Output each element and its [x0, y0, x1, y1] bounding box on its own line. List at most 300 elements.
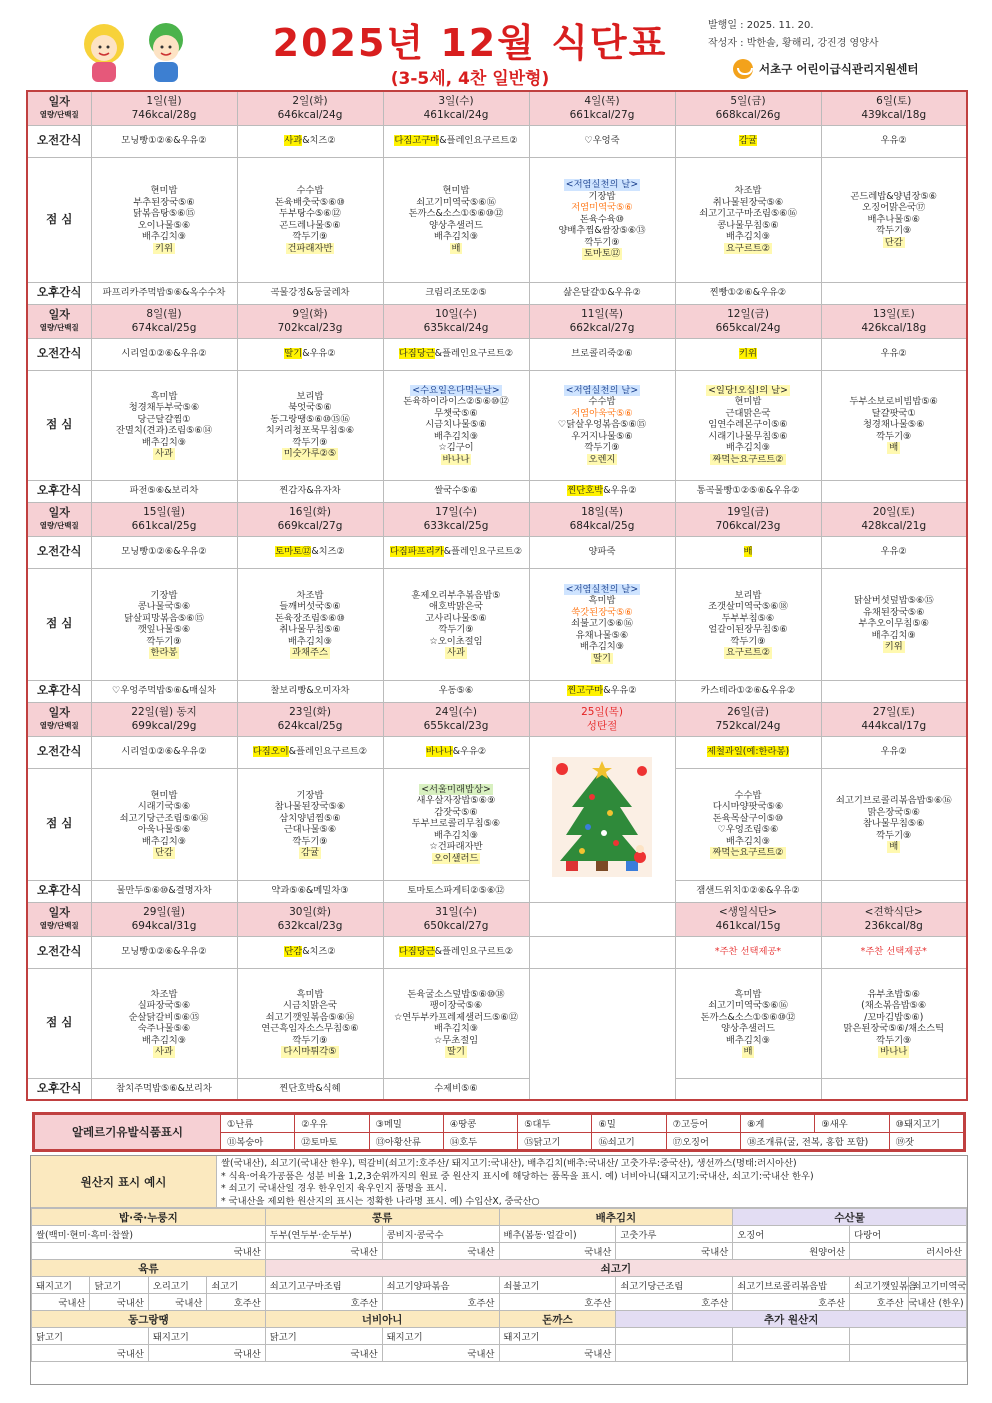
date-label-text: 일자	[48, 906, 70, 919]
lunch-item: 양상추샐러드	[429, 219, 483, 231]
lunch-item: 차조밥	[150, 988, 178, 1000]
lunch-cell	[675, 768, 821, 880]
pm-snack-text: 크림리조또②⑤	[425, 287, 487, 299]
lunch-cell	[529, 157, 675, 282]
page-subtitle: (3-5세, 4찬 일반형)	[390, 69, 550, 89]
day-kcal: 684kcal/25g	[569, 520, 635, 532]
lunch-item: 팽이장국⑤⑥	[429, 1000, 483, 1011]
lunch-item: 청경채나물⑤⑥	[862, 419, 925, 431]
am-snack-text: &우유②	[302, 348, 336, 360]
lunch-tag: <서울미래밥상>	[421, 783, 491, 795]
lunch-item: 닭살버섯덮밥⑤⑥⑮	[853, 595, 934, 607]
lunch-fruit: 미숫가루②⑤	[283, 448, 337, 459]
origin-value: 호주산	[207, 1294, 265, 1311]
lunch-item: 들깨버섯국⑤⑥	[279, 601, 341, 612]
day-header	[675, 502, 821, 536]
issue-date: 발행일 : 2025. 11. 20.	[708, 20, 814, 31]
lunch-item: 기장밥	[296, 789, 324, 801]
lunch-cell	[383, 968, 529, 1078]
lunch-item: 참나물무침⑤⑥	[862, 818, 925, 830]
menu-table	[26, 90, 968, 1101]
am-snack-label: 오전간식	[27, 736, 91, 768]
day-header	[91, 702, 237, 736]
am-snack-cell	[821, 536, 967, 568]
origin-item: 쌀(백미·현미·흑미·찹쌀)	[32, 1226, 266, 1243]
page-title: 2025년 12월 식단표	[272, 21, 668, 65]
page-header	[0, 0, 992, 90]
day-header	[91, 902, 237, 936]
lunch-item: 유채된장국⑤⑥	[862, 606, 925, 618]
lunch-item: 배추김치⑨	[433, 430, 479, 442]
lunch-item: 흑미밥	[296, 988, 324, 1000]
lunch-item: 쇠고기당근조림⑤⑥⑯	[119, 812, 209, 824]
lunch-item: 배추김치⑨	[579, 641, 625, 653]
lunch-item: 돈육하이라이스②⑤⑥⑩⑫	[403, 396, 509, 408]
lunch-item: 배추나물⑤⑥	[867, 213, 921, 225]
am-snack-cell	[821, 736, 967, 768]
lunch-fruit: 배	[451, 242, 461, 254]
am-snack-text: &우유②	[452, 746, 487, 758]
date-row	[27, 91, 967, 125]
origin-text	[217, 1156, 967, 1207]
lunch-item: 돈까스&소스①⑤⑥⑩⑫	[700, 1011, 796, 1023]
day-kcal: 236kcal/8g	[864, 920, 923, 932]
am-snack-text: &치즈②	[302, 135, 336, 147]
allergy-item: ⑧게	[741, 1115, 815, 1133]
pm-snack-cell	[237, 282, 383, 304]
origin-item: 쇠고기브로콜리볶음밥	[733, 1277, 850, 1294]
lunch-item: 참나물된장국⑤⑥	[274, 801, 346, 812]
lunch-item: 쑥갓된장국⑤⑥	[571, 606, 633, 618]
am-snack-cell	[91, 338, 237, 370]
day-header	[821, 702, 967, 736]
pm-snack-cell	[821, 680, 967, 702]
am-snack-text: 양파죽	[588, 546, 616, 558]
lunch-cell	[237, 157, 383, 282]
day-date: 16일(화)	[289, 506, 331, 518]
lunch-item: 배추김치⑨	[141, 436, 187, 448]
lunch-item: ♡우엉조림⑤⑥	[717, 824, 779, 835]
lunch-item: 두부탕수⑤⑥⑫	[279, 208, 341, 219]
lunch-cell	[237, 568, 383, 680]
allergy-item: ⑥밀	[592, 1115, 666, 1133]
lunch-cell	[383, 370, 529, 480]
lunch-item: 쇠고기브로콜리볶음밥⑤⑥⑯	[835, 795, 952, 807]
day-date: 12일(금)	[727, 308, 769, 320]
origin-value: 호주산	[616, 1294, 733, 1311]
lunch-item: 현미밥	[150, 789, 178, 801]
lunch-item: 깍두기⑨	[730, 635, 766, 647]
lunch-item: 새우살자장밥⑤⑥⑨	[416, 795, 496, 807]
day-kcal: 439kcal/18g	[861, 109, 927, 122]
lunch-fruit: 감귤	[301, 847, 319, 858]
lunch-fruit: 배	[743, 1046, 753, 1057]
lunch-item: 깍두기⑨	[146, 635, 182, 647]
lunch-item: 우거지나물⑤⑥	[571, 430, 633, 442]
lunch-item: 배추김치⑨	[141, 1034, 187, 1046]
allergy-item: ⑮닭고기	[518, 1132, 592, 1150]
am-snack-label: 오전간식	[27, 125, 91, 157]
date-label	[27, 702, 91, 736]
day-kcal: 428kcal/21g	[861, 520, 927, 532]
am-snack-highlight: 감귤	[739, 135, 757, 147]
pm-snack-text: 파프리카주먹밥⑤⑥&옥수수차	[102, 287, 226, 299]
pm-snack-cell	[383, 880, 529, 902]
origin-empty	[850, 1328, 967, 1345]
day-header	[529, 502, 675, 536]
day-header	[91, 304, 237, 338]
origin-group-head: 동그랑땡	[32, 1311, 266, 1328]
day-header	[383, 702, 529, 736]
origin-group-head: 콩류	[265, 1209, 499, 1226]
lunch-fruit: 단감	[155, 847, 173, 858]
origin-value: 러시아산	[850, 1243, 967, 1260]
allergy-label: 알레르기유발식품표시	[35, 1115, 221, 1150]
lunch-item: 콩나물무침⑤⑥	[717, 219, 779, 231]
am-snack-label: 오전간식	[27, 338, 91, 370]
lunch-item: 당근달걀찜①	[137, 413, 191, 425]
am-snack-text: &플레인요구르트②	[288, 746, 368, 758]
day-header	[383, 902, 529, 936]
day-date: 8일(월)	[146, 308, 182, 320]
day-kcal: 633kcal/25g	[423, 520, 489, 532]
origin-item: 쇠고기고구마조림	[265, 1277, 382, 1294]
pm-snack-label: 오후간식	[27, 480, 91, 502]
am-snack-highlight: 다짐당근	[398, 348, 435, 360]
lunch-fruit: 사과	[155, 1046, 173, 1057]
pm-snack-cell	[237, 480, 383, 502]
am-snack-cell	[675, 736, 821, 768]
lunch-item: 두부소보로비빔밥⑤⑥	[849, 396, 938, 408]
day-kcal: 665kcal/24g	[715, 322, 781, 334]
energy-label-text: 열량/단백질	[39, 521, 79, 530]
origin-item: 쇠불고기	[499, 1277, 616, 1294]
lunch-item: 조갯살미역국⑤⑥⑱	[708, 601, 788, 612]
origin-row	[32, 1226, 967, 1243]
day-header	[675, 902, 821, 936]
lunch-item: 닭살피망볶음⑤⑥⑮	[124, 612, 204, 624]
pm-snack-row	[27, 480, 967, 502]
lunch-item: 배추김치⑨	[725, 835, 771, 847]
lunch-item: 근대맑은국	[725, 407, 771, 419]
lunch-item: 현미밥	[150, 185, 178, 196]
am-snack-cell	[383, 736, 529, 768]
day-header	[383, 502, 529, 536]
am-snack-cell	[529, 125, 675, 157]
lunch-item: 부추오이무침⑤⑥	[858, 618, 930, 630]
allergy-item: ⑭호두	[443, 1132, 517, 1150]
allergy-item: ⑱조개류(굴, 전복, 홍합 포함)	[741, 1132, 890, 1150]
origin-value: 국내산	[382, 1345, 499, 1362]
lunch-item: 깍두기⑨	[876, 430, 912, 442]
day-header	[91, 502, 237, 536]
lunch-item: 흑미밥	[734, 988, 762, 1000]
lunch-item: 쇠고기깻잎볶음⑤⑥⑯	[265, 1011, 355, 1023]
am-snack-cell	[91, 125, 237, 157]
day-kcal: 694kcal/31g	[131, 920, 197, 932]
pm-snack-label: 오후간식	[27, 1078, 91, 1100]
pm-snack-cell	[383, 480, 529, 502]
lunch-item: 배추김치⑨	[433, 829, 479, 841]
day-kcal: 646kcal/24g	[277, 109, 343, 122]
lunch-item: ☆무초절임	[433, 1034, 479, 1046]
pm-snack-text: 수제비⑤⑥	[434, 1083, 478, 1094]
lunch-item: 동그랑땡⑤⑥⑩⑮⑯	[270, 413, 350, 425]
lunch-cell	[675, 568, 821, 680]
lunch-item: 쇠불고기⑤⑥⑯	[571, 618, 633, 630]
am-snack-text: &치즈②	[311, 546, 345, 558]
day-date: 22일(월) 동지	[131, 706, 197, 718]
allergy-item: ⑯쇠고기	[592, 1132, 666, 1150]
lunch-cell	[821, 568, 967, 680]
lunch-cell	[383, 768, 529, 880]
lunch-item: 잔멸치(견과)조림⑤⑥⑭	[115, 425, 213, 436]
day-date: 10일(수)	[435, 308, 477, 320]
origin-section	[30, 1155, 968, 1385]
allergy-item: ⑬아황산류	[369, 1132, 443, 1150]
pm-snack-cell	[675, 880, 821, 902]
lunch-item: 삼치양념찜⑤⑥	[279, 812, 341, 824]
origin-value: 호주산	[733, 1294, 850, 1311]
lunch-cell	[383, 568, 529, 680]
lunch-tag: <저염실천의 날>	[565, 179, 639, 191]
am-snack-text: 시리얼①②⑥&우유②	[121, 746, 207, 758]
lunch-item: ☆김구이	[438, 442, 474, 454]
lunch-fruit: 단감	[884, 236, 903, 248]
lunch-item: 보리밥	[296, 390, 324, 402]
lunch-cell	[821, 370, 967, 480]
lunch-cell	[91, 968, 237, 1078]
lunch-item: 깍두기⑨	[292, 436, 328, 448]
lunch-item: 근대나물⑤⑥	[283, 824, 337, 835]
pm-snack-text: 곡물강정&둥굴레차	[270, 287, 350, 299]
lunch-fruit: 과채주스	[292, 647, 328, 658]
lunch-cell	[821, 968, 967, 1078]
origin-group-head: 돈까스	[499, 1311, 616, 1328]
am-snack-text: 모닝빵①②⑥&우유②	[121, 546, 207, 558]
origin-value: 호주산	[265, 1294, 382, 1311]
lunch-item: 흑미밥	[150, 390, 178, 402]
day-header	[529, 702, 675, 736]
lunch-fruit: 사과	[447, 647, 465, 658]
origin-row	[32, 1243, 967, 1260]
lunch-fruit: 요구르트②	[725, 647, 771, 658]
am-snack-text: 우유②	[880, 348, 907, 360]
lunch-item: 수수밥	[296, 185, 324, 196]
pm-snack-label: 오후간식	[27, 680, 91, 702]
day-header	[237, 304, 383, 338]
origin-row	[32, 1345, 967, 1362]
origin-empty	[733, 1345, 850, 1362]
day-kcal: 655kcal/23g	[423, 720, 489, 732]
day-header	[529, 91, 675, 125]
pm-snack-cell	[383, 680, 529, 702]
day-kcal: 444kcal/17g	[861, 720, 927, 732]
allergy-item: ④땅콩	[443, 1115, 517, 1133]
am-snack-highlight: 다짐당근	[398, 946, 435, 958]
day-header	[675, 91, 821, 125]
am-snack-highlight: 단감	[284, 946, 303, 958]
day-kcal: 746kcal/28g	[131, 109, 197, 122]
pm-snack-cell	[91, 680, 237, 702]
allergy-item: ⑤대두	[518, 1115, 592, 1133]
lunch-item: 돈까스&소스①⑤⑥⑩⑫	[408, 208, 504, 219]
authors: 작성자 : 박한솔, 황해리, 강진경 영양사	[708, 38, 879, 49]
lunch-fruit: 사과	[155, 448, 173, 459]
am-snack-cell	[529, 338, 675, 370]
pm-snack-text: 파전⑤⑥&보리차	[129, 485, 199, 497]
date-label-text: 일자	[48, 308, 70, 321]
origin-value: 국내산	[32, 1294, 90, 1311]
lunch-item: 북엇국⑤⑥	[288, 402, 332, 413]
am-snack-cell	[237, 536, 383, 568]
origin-value: 국내산	[32, 1345, 149, 1362]
origin-item: 돼지고기	[382, 1328, 499, 1345]
lunch-cell	[529, 370, 675, 480]
day-kcal: 661kcal/25g	[131, 520, 197, 532]
am-snack-text: 시리얼①②⑥&우유②	[121, 348, 207, 360]
origin-group-head: 육류	[32, 1260, 266, 1277]
am-snack-label: 오전간식	[27, 936, 91, 968]
holiday-name: 성탄절	[586, 720, 618, 732]
pm-snack-row	[27, 880, 967, 902]
lunch-cell	[821, 768, 967, 880]
day-date: 19일(금)	[727, 506, 769, 518]
lunch-tag: <저염실천의 날>	[565, 384, 639, 396]
day-date: 2일(화)	[292, 95, 328, 108]
lunch-item: 쇠고기미역국⑤⑥⑯	[416, 196, 496, 208]
origin-example	[31, 1156, 967, 1208]
allergy-item: ⑲잣	[889, 1132, 963, 1150]
am-snack-cell	[91, 536, 237, 568]
am-snack-highlight: 키위	[739, 348, 757, 360]
date-row	[27, 304, 967, 338]
lunch-item: 깍두기⑨	[438, 624, 474, 635]
pm-snack-text: 카스테라①②⑥&우유②	[700, 685, 796, 697]
am-snack-row	[27, 936, 967, 968]
lunch-item: 흑미밥	[588, 595, 616, 607]
day-date: 17일(수)	[435, 506, 477, 518]
pm-snack-cell	[821, 282, 967, 304]
origin-item: 두부(연두부·순두부)	[265, 1226, 382, 1243]
am-snack-cell	[675, 536, 821, 568]
pm-snack-cell	[675, 680, 821, 702]
day-header	[237, 902, 383, 936]
day-header	[675, 304, 821, 338]
am-snack-row	[27, 338, 967, 370]
day-kcal: 674kcal/25g	[131, 322, 197, 334]
allergy-item: ①난류	[221, 1115, 295, 1133]
lunch-tag: <일당!오십!의 날>	[708, 384, 788, 396]
lunch-item: 곤드레밥&양념장⑤⑥	[850, 190, 938, 202]
lunch-cell	[237, 768, 383, 880]
energy-label-text: 열량/단백질	[39, 721, 79, 730]
day-header	[529, 902, 675, 936]
origin-item: 오징어	[733, 1226, 850, 1243]
day-date: 15일(월)	[143, 506, 185, 518]
origin-item: 고춧가루	[616, 1226, 733, 1243]
origin-value: 국내산	[148, 1294, 206, 1311]
origin-value: 국내산	[499, 1243, 616, 1260]
lunch-item: 유채나물⑤⑥	[575, 629, 629, 641]
origin-empty	[616, 1328, 733, 1345]
origin-value: 국내산	[32, 1243, 266, 1260]
pm-snack-cell	[91, 282, 237, 304]
allergy-item: ⑰오징어	[666, 1132, 740, 1150]
am-snack-text: *주찬 선택제공*	[714, 946, 782, 958]
lunch-item: 아욱나물⑤⑥	[137, 824, 191, 835]
lunch-item: 배추김치⑨	[871, 629, 916, 641]
am-snack-cell	[675, 338, 821, 370]
origin-value: 국내산	[382, 1243, 499, 1260]
lunch-fruit: 오렌지	[588, 453, 616, 465]
lunch-cell	[237, 968, 383, 1078]
lunch-tag: <수요일은다먹는날>	[412, 384, 500, 396]
pm-snack-cell	[675, 480, 821, 502]
lunch-item: 시래기국⑤⑥	[137, 801, 191, 812]
holiday-date: 25일(목)	[581, 706, 623, 718]
day-date: 4일(목)	[584, 95, 620, 108]
lunch-cell	[91, 370, 237, 480]
lunch-item: 배추김치⑨	[433, 231, 479, 242]
lunch-item: 시금치맑은국	[283, 1000, 337, 1011]
energy-label-text: 열량/단백질	[39, 110, 79, 120]
origin-item: 돼지고기	[32, 1277, 90, 1294]
am-snack-text: 모닝빵①②⑥&우유②	[121, 135, 207, 147]
lunch-fruit: 다시마튀각⑤	[283, 1046, 337, 1057]
origin-empty	[616, 1345, 733, 1362]
lunch-item: 배추김치⑨	[725, 231, 771, 242]
lunch-row	[27, 157, 967, 282]
am-snack-text: ♡우엉죽	[584, 135, 620, 147]
lunch-fruit: 키위	[884, 641, 903, 653]
origin-group-head: 수산물	[733, 1209, 967, 1226]
allergy-item: ⑦고등어	[666, 1115, 740, 1133]
date-row	[27, 702, 967, 736]
lunch-item: 훈제오리부추볶음밥⑤	[411, 589, 501, 601]
lunch-row	[27, 768, 967, 880]
day-date: 1일(월)	[146, 95, 182, 108]
day-header	[529, 304, 675, 338]
am-snack-text: &플레인요구르트②	[434, 348, 514, 360]
day-date: 20일(토)	[872, 506, 915, 518]
origin-row	[32, 1260, 967, 1277]
am-snack-text: *주찬 선택제공*	[860, 946, 927, 958]
origin-item: 배추(봄동·얼갈이)	[499, 1226, 616, 1243]
lunch-item: 양상추샐러드	[721, 1023, 775, 1034]
day-kcal: 669kcal/27g	[277, 520, 343, 532]
origin-value: 국내산	[616, 1243, 733, 1260]
lunch-item: 기장밥	[150, 589, 178, 601]
pm-snack-text: 참치주먹밥⑤⑥&보리차	[116, 1083, 212, 1094]
lunch-item: 배추김치⑨	[433, 1023, 479, 1034]
lunch-item: 오징어맑은국⑰	[862, 202, 926, 214]
lunch-fruit: 딸기	[593, 652, 611, 664]
pm-snack-text: ♡우엉주먹밥⑤⑥&매실차	[111, 685, 217, 697]
lunch-row	[27, 968, 967, 1078]
lunch-fruit: 키위	[155, 242, 173, 254]
pm-snack-text: 찐감자&유자차	[279, 485, 341, 497]
lunch-item: 돈육굴소스덮밥⑤⑥⑩⑱	[407, 988, 505, 1000]
lunch-item: 달걀팟국①	[871, 407, 916, 419]
origin-value: 호주산	[499, 1294, 616, 1311]
lunch-cell	[383, 157, 529, 282]
pm-snack-cell	[529, 680, 675, 702]
smile-logo-icon	[733, 59, 753, 79]
lunch-item: 유부초밥⑤⑥	[867, 988, 921, 1000]
am-snack-highlight: 제철과일(예:한라봉)	[706, 746, 790, 758]
lunch-fruit: 건파래자반	[287, 242, 333, 254]
